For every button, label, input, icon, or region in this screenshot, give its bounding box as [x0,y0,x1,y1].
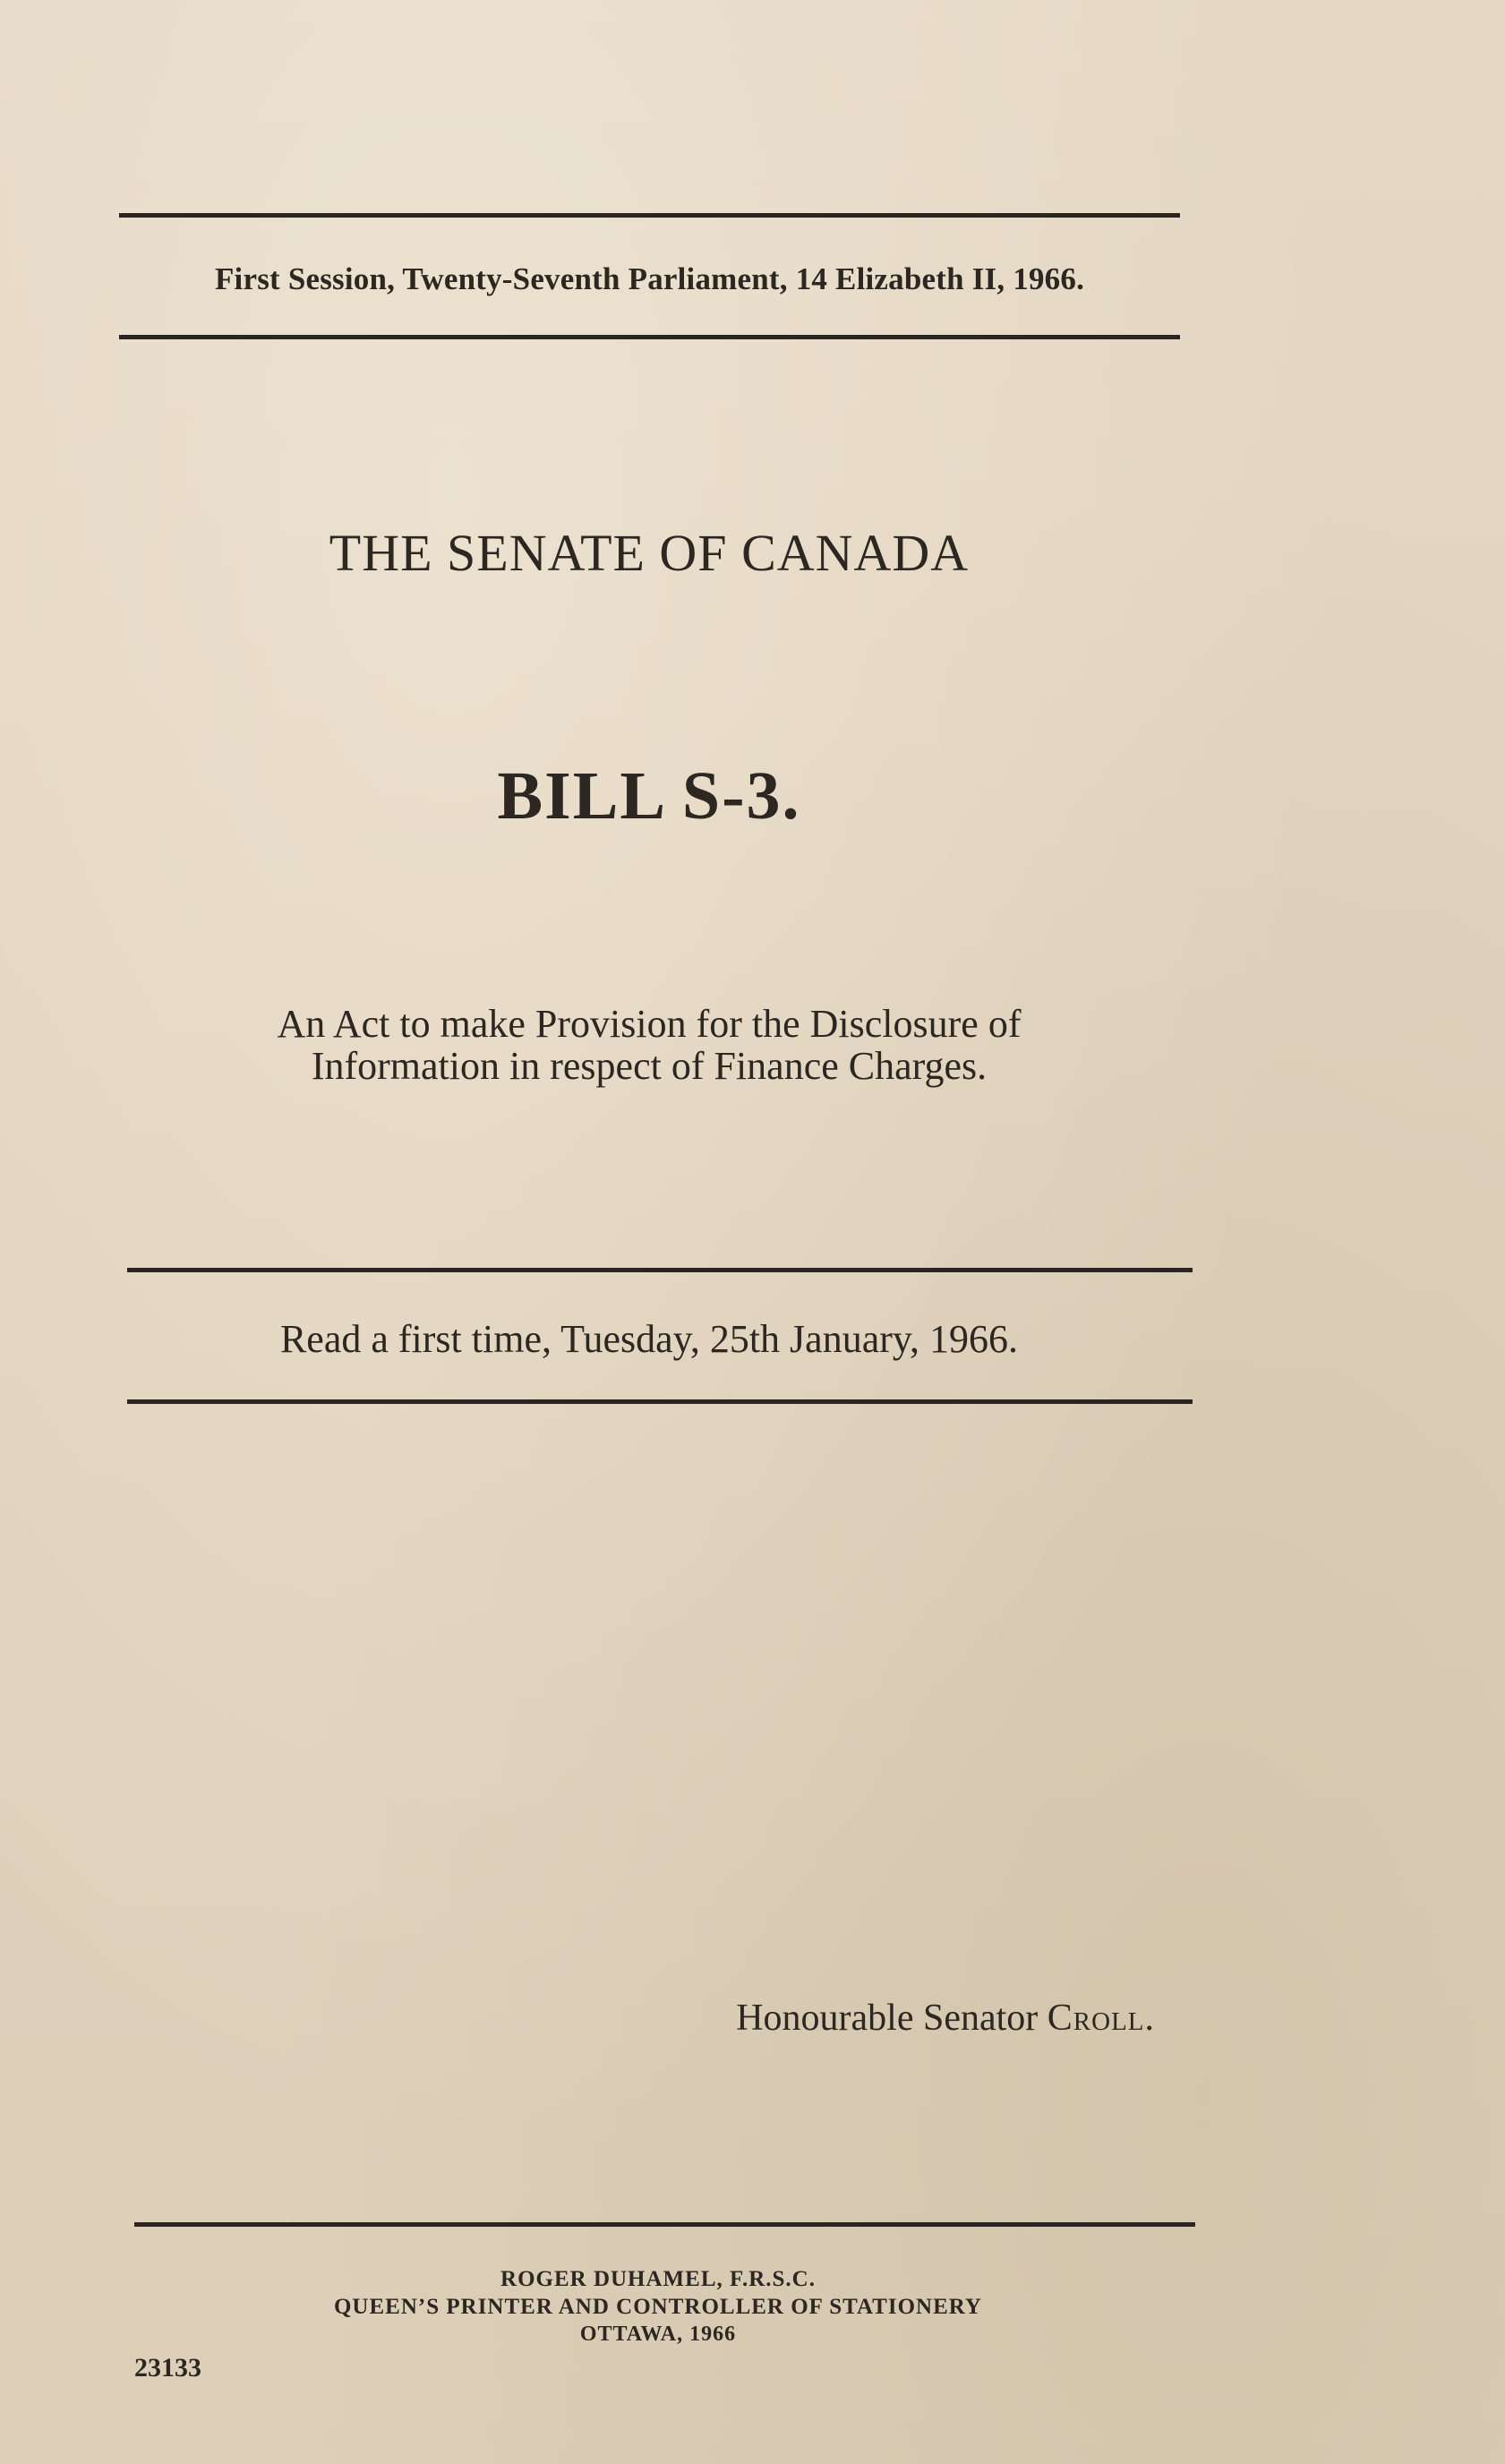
sponsor-prefix: Honourable Senator [736,1998,1039,2039]
printer-imprint [179,2265,1137,2348]
bill-title-line-1: An Act to make Provision for the Disclosure of [277,1002,1022,1046]
first-reading-line: Read a first time, Tuesday, 25th January, 1966. [279,1317,1019,1361]
bill-number: BILL S-3. [497,758,801,834]
printer-city: OTTAWA, 1966 [579,2323,737,2346]
printer-title: QUEEN’S PRINTER AND CONTROLLER OF STATIONERY [333,2295,982,2319]
sponsor-name: Croll. [1047,1998,1155,2039]
printer-name: ROGER DUHAMEL, F.R.S.C. [500,2267,816,2291]
sponsor-line [573,1997,1155,2040]
reading-rule-upper [127,1268,1193,1272]
bill-title [125,1003,1173,1087]
reading-rule-lower [127,1399,1193,1404]
chamber-heading: THE SENATE OF CANADA [329,524,970,582]
top-rule-upper [119,213,1180,218]
footer-rule [134,2222,1195,2227]
bill-title-line-2: Information in respect of Finance Charges. [311,1044,988,1088]
top-rule-lower [119,335,1180,339]
document-number: 23133 [134,2353,201,2383]
session-line: First Session, Twenty-Seventh Parliament, 14 Elizabeth II, 1966. [214,261,1085,296]
